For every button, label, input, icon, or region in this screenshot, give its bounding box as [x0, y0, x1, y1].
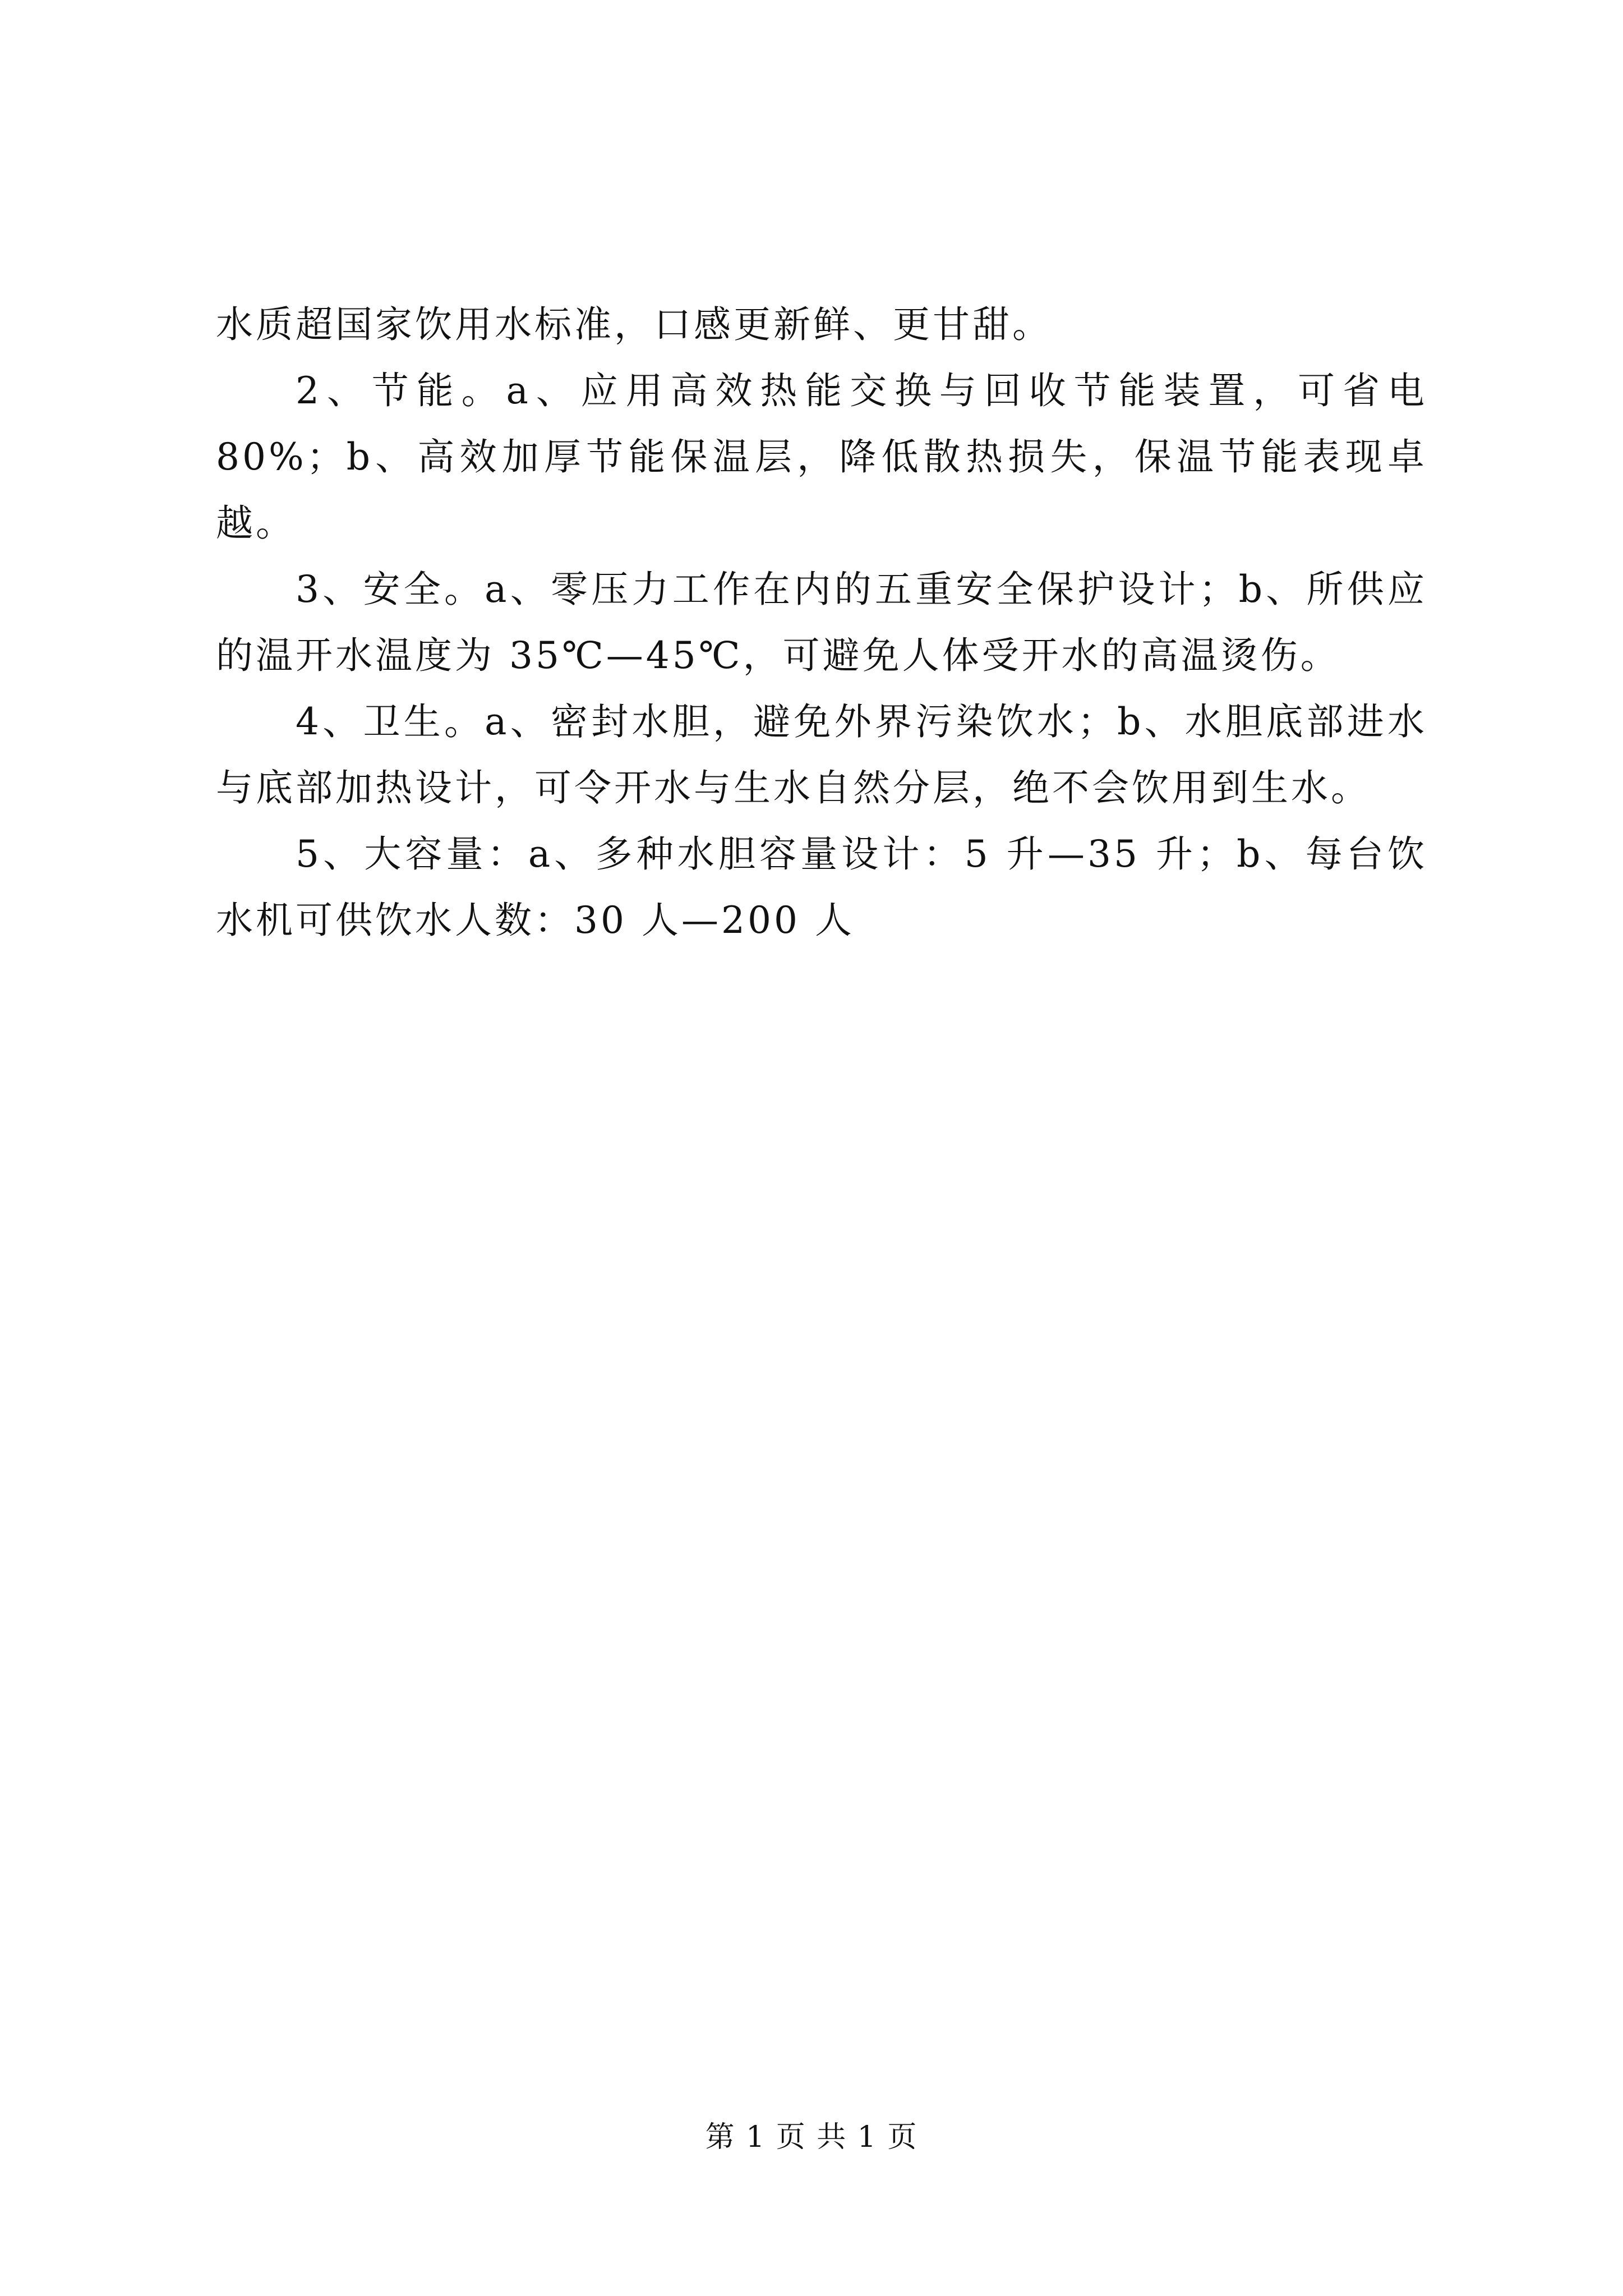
paragraph-energy-saving: 2、节能。a、应用高效热能交换与回收节能装置，可省电80%；b、高效加厚节能保温层，降低散热损失，保温节能表现卓越。 [216, 369, 1427, 545]
page-footer: 第 1 页 共 1 页 [705, 2120, 918, 2154]
paragraph-hygiene: 4、卫生。a、密封水胆，避免外界污染饮水；b、水胆底部进水与底部加热设计，可令开水与生水自然分层，绝不会饮用到生水。 [216, 700, 1427, 809]
paragraph-safety: 3、安全。a、零压力工作在内的五重安全保护设计；b、所供应的温开水温度为 35℃—45℃，可避免人体受开水的高温烫伤。 [216, 568, 1427, 677]
paragraph-continuation: 水质超国家饮用水标准，口感更新鲜、更甘甜。 [216, 303, 1052, 346]
paragraph-capacity: 5、大容量：a、多种水胆容量设计：5 升—35 升；b、每台饮水机可供饮水人数：30 人—200 人 [216, 832, 1427, 942]
document-body [216, 292, 1427, 954]
